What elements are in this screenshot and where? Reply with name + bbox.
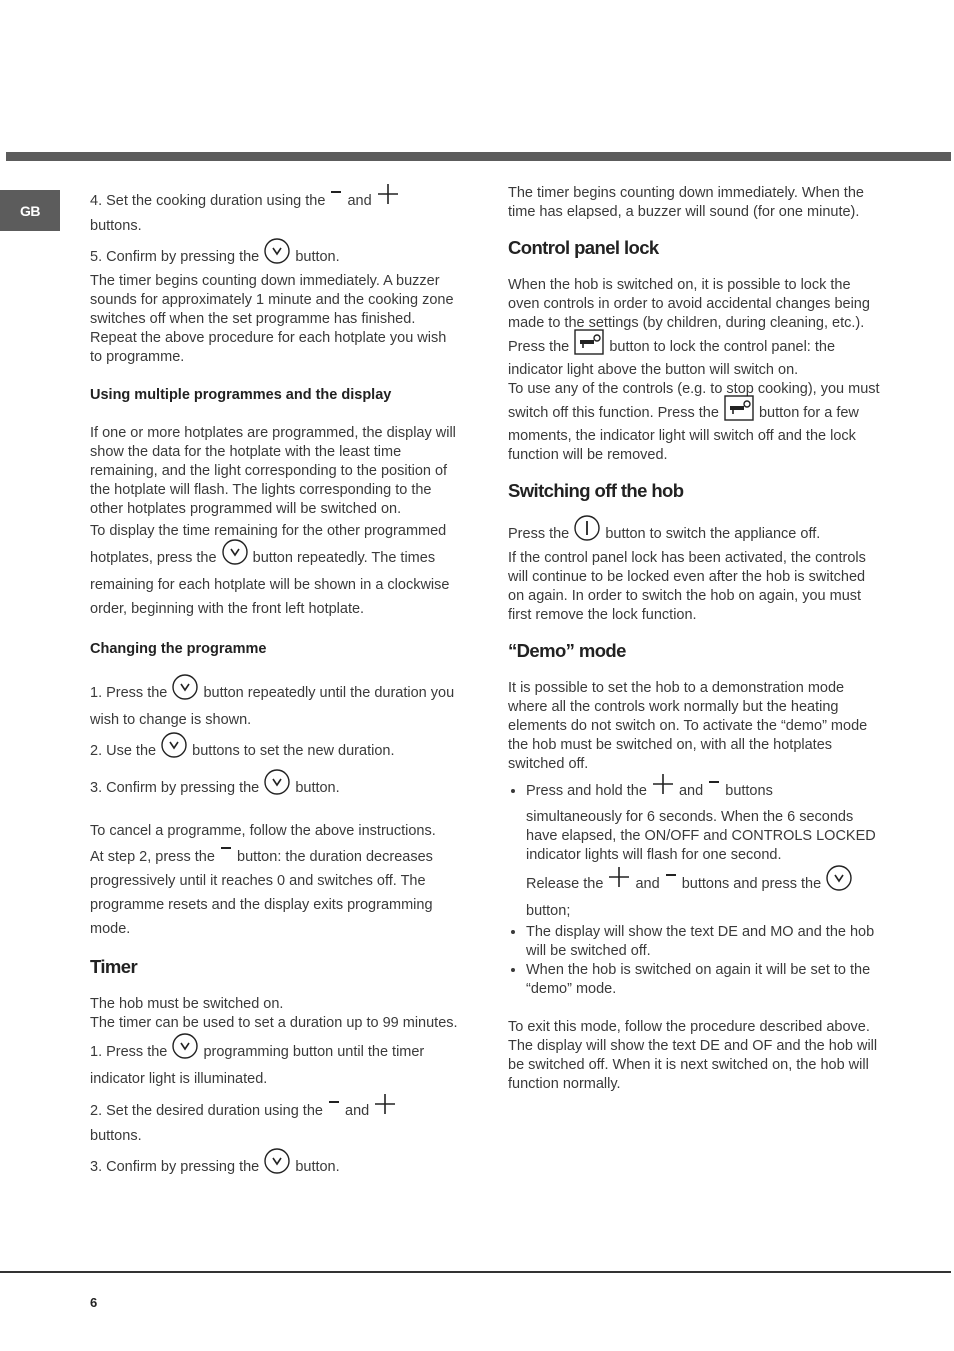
paragraph: To use any of the controls (e.g. to stop cooking), you must switch off this function. Press the button for a few moments, the indicator light will switch off and the lock function will be removed. (508, 381, 880, 463)
timer-select-icon (264, 238, 290, 272)
paragraph: Repeat the above procedure for each hotplate you wish to programme. (90, 330, 447, 365)
page-number: 6 (90, 1295, 98, 1310)
list-item: • The display will show the text DE and MO and the hob will be switched off. (526, 923, 882, 961)
timer-select-icon (172, 674, 198, 708)
heading-demo-mode: “Demo” mode (508, 640, 626, 661)
left-column (90, 188, 462, 1182)
step-5: 5. Confirm by pressing the button. (90, 242, 462, 272)
paragraph: The timer begins counting down immediately. A buzzer sounds for approximately 1 minute and the cooking zone switches off when the set programme has finished. (90, 273, 454, 327)
timer-step-1: 1. Press the programming button until the timer indicator light is illuminated. (90, 1037, 462, 1091)
timer-select-icon (222, 539, 248, 573)
plus-icon (608, 867, 630, 897)
heading-timer: Timer (90, 956, 138, 977)
minus-icon (330, 187, 342, 211)
minus-icon (708, 777, 720, 801)
key-lock-icon (724, 395, 754, 427)
change-step-3: 3. Confirm by pressing the button. (90, 773, 462, 803)
timer-select-icon (172, 1033, 198, 1067)
change-step-1: 1. Press the button repeatedly until the duration you wish to change is shown. (90, 678, 462, 732)
paragraph: If the control panel lock has been activated, the controls will continue to be locked even after the hob is switched on again. In order to switch the hob on again, you must first remove the lock function. (508, 550, 866, 623)
step-4: 4. Set the cooking duration using the and buttons. (90, 188, 462, 238)
timer-step-2: 2. Set the desired duration using the and buttons. (90, 1098, 462, 1148)
paragraph: To cancel a programme, follow the above instructions. (90, 823, 436, 839)
list-item: • Press and hold the and buttons simultaneously for 6 seconds. When the 6 seconds have elapsed, the ON/OFF and CONTROLS LOCKED indicator lights will flash for one second. Release the and buttons and press the button; (526, 778, 882, 923)
language-tab: GB (0, 190, 60, 231)
change-step-2: 2. Use the buttons to set the new duration. (90, 736, 462, 766)
header-bar (6, 152, 951, 161)
minus-icon (220, 843, 232, 867)
paragraph: At step 2, press the button: the duration decreases progressively until it reaches 0 and switches off. The programme resets and the display exits programming mode. (90, 845, 462, 941)
timer-select-icon (264, 1148, 290, 1182)
subheading-changing: Changing the programme (90, 641, 267, 657)
plus-icon (652, 774, 674, 804)
demo-list (508, 778, 882, 999)
list-item: • When the hob is switched on again it will be set to the “demo” mode. (526, 961, 882, 999)
paragraph: It is possible to set the hob to a demonstration mode where all the controls work normally but the heating elements do not switch on. To activate the “demo” mode the hob must be switched on, with all the hotplates switched off. (508, 680, 868, 772)
power-icon (574, 515, 600, 549)
paragraph: If one or more hotplates are programmed, the display will show the data for the hotplate with the least time remaining, and the light corresponding to the position of the hotplate will flash. The lights corresponding to the other hotplates programmed will be switched on. (90, 425, 456, 517)
heading-switching-off: Switching off the hob (508, 480, 684, 501)
plus-icon (374, 1094, 396, 1124)
paragraph: The timer can be used to set a duration up to 99 minutes. (90, 1015, 458, 1031)
paragraph: To exit this mode, follow the procedure described above. The display will show the text DE and OF and the hob will be switched off. When it is next switched on, the hob will function normally. (508, 1019, 878, 1092)
right-column (508, 184, 882, 1094)
timer-select-icon (161, 732, 187, 766)
paragraph: When the hob is switched on, it is possible to lock the oven controls in order to avoid accidental changes being made to the settings (by children, during cleaning, etc.). Press the button to lock the control panel: the indicator light above the button will switch on. (508, 277, 870, 378)
paragraph: Press the button to switch the appliance off. (508, 519, 882, 549)
minus-icon (328, 1097, 340, 1121)
timer-step-3: 3. Confirm by pressing the button. (90, 1152, 462, 1182)
subheading-multiple: Using multiple programmes and the display (90, 387, 392, 403)
timer-select-icon (826, 865, 852, 899)
plus-icon (377, 184, 399, 214)
paragraph: The hob must be switched on. (90, 996, 284, 1012)
minus-icon (665, 870, 677, 894)
paragraph: To display the time remaining for the other programmed hotplates, press the button repeatedly. The times remaining for each hotplate will be shown in a clockwise order, beginning with the front left hotplate. (90, 523, 450, 617)
paragraph: The timer begins counting down immediately. When the time has elapsed, a buzzer will sound (for one minute). (508, 185, 864, 220)
footer-rule (0, 1271, 951, 1273)
key-lock-icon (574, 329, 604, 361)
heading-control-panel-lock: Control panel lock (508, 237, 659, 258)
timer-select-icon (264, 769, 290, 803)
